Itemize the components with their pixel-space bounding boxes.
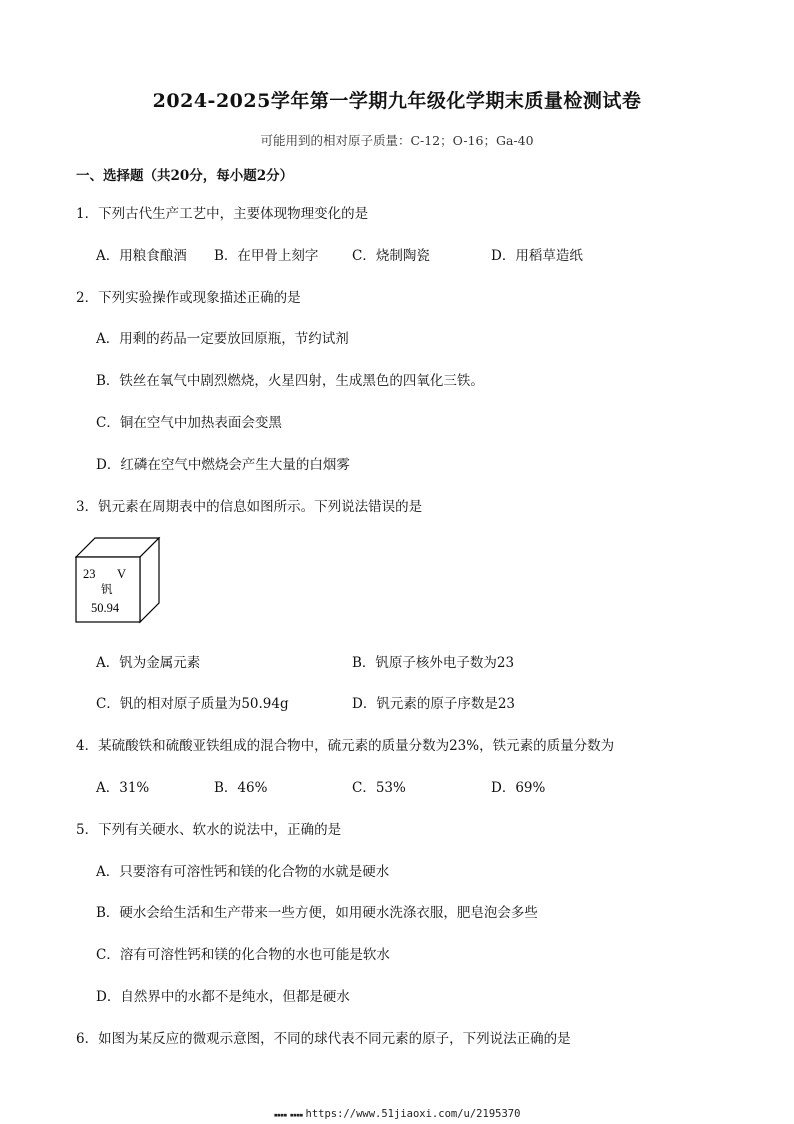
question-4-option-c: C．53% xyxy=(352,780,406,796)
question-3-option-a: A．钒为金属元素 xyxy=(96,655,201,671)
element-name: 钒 xyxy=(101,582,113,596)
footer-logo-mark: ▪▪▪▪ ▪▪▪▪ xyxy=(273,1111,303,1119)
question-5-stem: 5．下列有关硬水、软水的说法中，正确的是 xyxy=(76,822,342,838)
question-1-option-d: D．用稻草造纸 xyxy=(491,248,583,264)
element-atomic-number: 23 xyxy=(83,567,96,581)
source-footer xyxy=(0,1108,794,1120)
question-4-option-b: B．46% xyxy=(214,780,268,796)
vanadium-element-card xyxy=(75,537,165,625)
section-heading: 一、选择题（共20分，每小题2分） xyxy=(76,168,294,184)
question-3-option-b: B．钒原子核外电子数为23 xyxy=(352,655,515,671)
footer-url[interactable]: https://www.51jiaoxi.com/u/2195370 xyxy=(305,1108,521,1120)
question-1-option-c: C．烧制陶瓷 xyxy=(352,248,430,264)
question-1-option-a: A．用粮食酿酒 xyxy=(96,248,187,264)
page-title: 2024-2025学年第一学期九年级化学期末质量检测试卷 xyxy=(152,90,642,112)
question-2-option-b: B．铁丝在氧气中剧烈燃烧，火星四射，生成黑色的四氧化三铁。 xyxy=(96,373,484,389)
question-1-option-b: B．在甲骨上刻字 xyxy=(214,248,319,264)
question-2-stem: 2．下列实验操作或现象描述正确的是 xyxy=(76,290,301,306)
question-2-option-d: D．红磷在空气中燃烧会产生大量的白烟雾 xyxy=(96,457,350,473)
question-4-option-a: A．31% xyxy=(96,780,150,796)
question-3-option-c: C．钒的相对原子质量为50.94g xyxy=(96,696,289,712)
question-2-option-c: C．铜在空气中加热表面会变黑 xyxy=(96,415,282,431)
question-5-option-b: B．硬水会给生活和生产带来一些方便，如用硬水洗涤衣服，肥皂泡会多些 xyxy=(96,905,538,921)
question-3-option-d: D．钒元素的原子序数是23 xyxy=(352,696,516,712)
element-symbol: V xyxy=(117,567,127,581)
question-3-stem: 3．钒元素在周期表中的信息如图所示。下列说法错误的是 xyxy=(76,499,423,515)
question-4-option-d: D．69% xyxy=(491,780,546,796)
question-5-option-a: A．只要溶有可溶性钙和镁的化合物的水就是硬水 xyxy=(96,864,390,880)
question-6-stem: 6．如图为某反应的微观示意图，不同的球代表不同元素的原子，下列说法正确的是 xyxy=(76,1031,571,1047)
question-5-option-d: D．自然界中的水都不是纯水，但都是硬水 xyxy=(96,989,350,1005)
element-atomic-mass: 50.94 xyxy=(91,601,120,615)
question-1-stem: 1．下列古代生产工艺中，主要体现物理变化的是 xyxy=(76,206,369,222)
atomic-mass-note: 可能用到的相对原子质量：C-12；O-16；Ga-40 xyxy=(260,133,534,148)
question-2-option-a: A．用剩的药品一定要放回原瓶，节约试剂 xyxy=(96,331,349,347)
question-5-option-c: C．溶有可溶性钙和镁的化合物的水也可能是软水 xyxy=(96,947,390,963)
question-4-stem: 4．某硫酸铁和硫酸亚铁组成的混合物中，硫元素的质量分数为23%，铁元素的质量分数为 xyxy=(76,738,615,754)
